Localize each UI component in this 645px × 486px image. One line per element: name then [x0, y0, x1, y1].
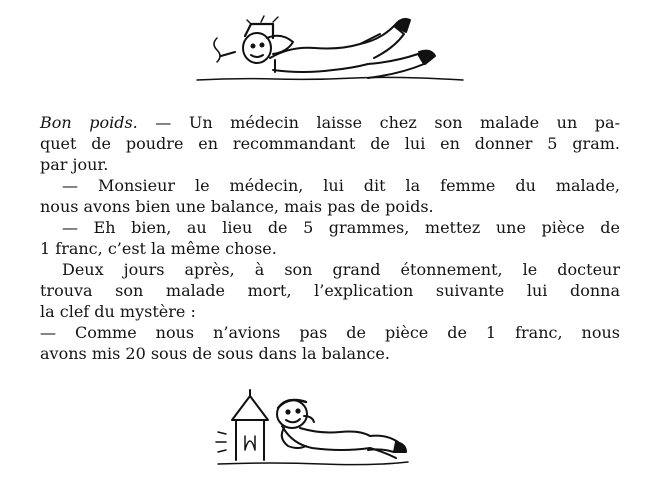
story-line: — Monsieur le médecin, lui dit la femme du malade,: [62, 176, 620, 195]
story-line: nous avons bien une balance, mais pas de poids.: [40, 197, 434, 216]
story-line: — Comme nous n’avions pas de pièce de 1 franc, nous: [40, 323, 620, 342]
story-line: par jour.: [40, 155, 109, 174]
story-line: trouva son malade mort, l’explication suivante lui donna: [40, 281, 620, 300]
story-text: [40, 112, 620, 364]
bottom-illustration: [212, 388, 412, 470]
top-illustration: [195, 8, 465, 86]
story-line: Bon poids. — Un médecin laisse chez son malade un pa-: [40, 113, 620, 132]
story-title: Bon poids.: [40, 113, 138, 132]
story-line: la clef du mystère :: [40, 302, 196, 321]
story-line: 1 franc, c’est la même chose.: [40, 239, 277, 258]
story-line: quet de poudre en recommandant de lui en donner 5 gram.: [40, 134, 620, 153]
story-line: — Eh bien, au lieu de 5 grammes, mettez une pièce de: [62, 218, 620, 237]
story-line: avons mis 20 sous de sous dans la balance.: [40, 344, 390, 363]
story-line: Deux jours après, à son grand étonnement, le docteur: [62, 260, 620, 279]
